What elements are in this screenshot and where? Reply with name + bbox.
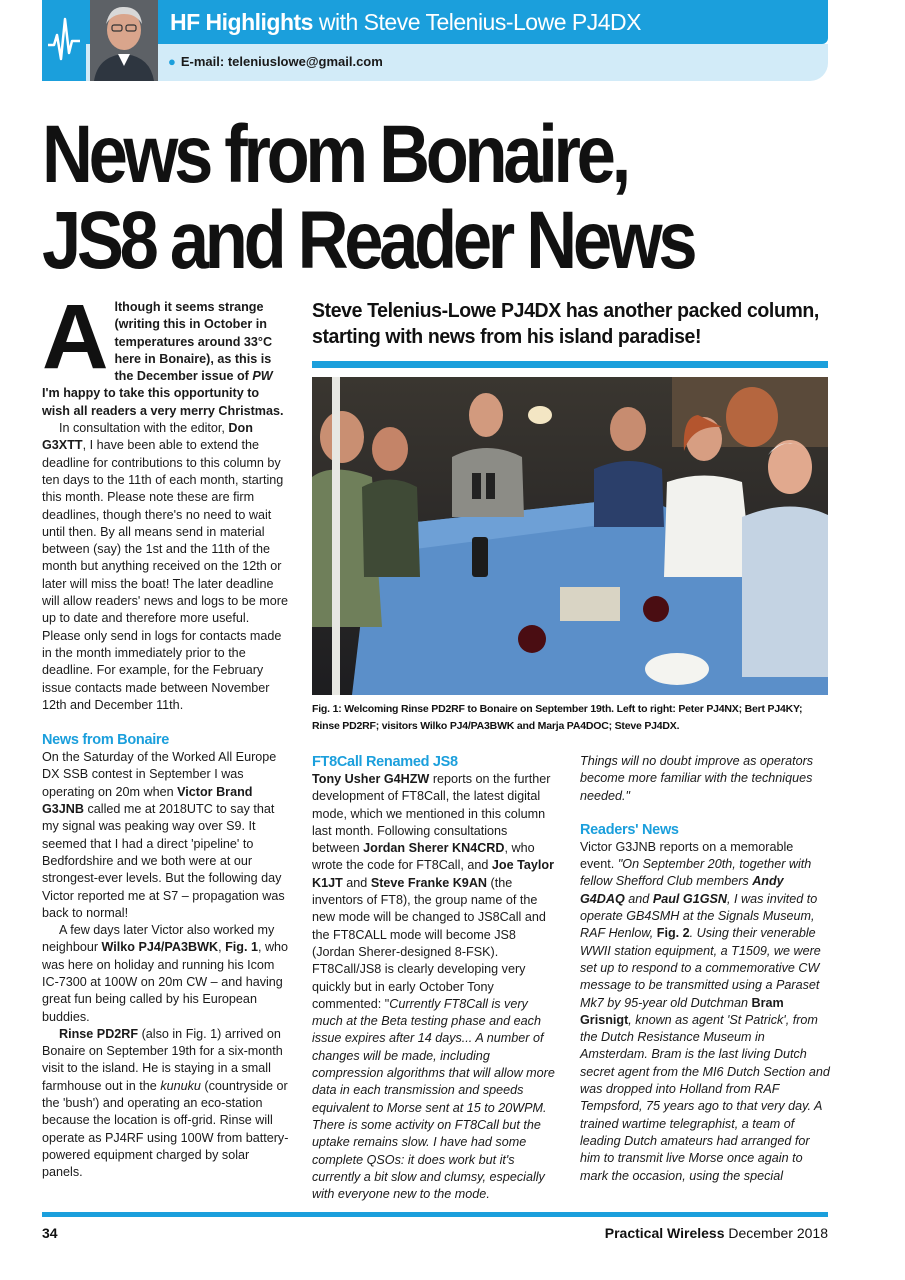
author-email[interactable]: ● E-mail: teleniuslowe@gmail.com xyxy=(168,54,383,69)
paragraph: On the Saturday of the Worked All Europe DX SSB contest in September I was operating on 20m when Victor Brand G3JNB called me at 2018UTC to say that my signal was peaking way over S9. It seemed that I had a direct 'pipeline' to Bedfordshire and we both were at our strongest-ever levels. But the following day Victor reported me at S7 – propagation was back to normal! xyxy=(42,750,285,920)
column-author: with Steve Telenius-Lowe PJ4DX xyxy=(318,9,641,35)
standfirst: Steve Telenius-Lowe PJ4DX has another packed column, starting with news from his island paradise! xyxy=(312,299,819,348)
subheading-bonaire: News from Bonaire xyxy=(42,732,170,749)
headline-line1: News from Bonaire, xyxy=(42,109,627,200)
issue-date: December 2018 xyxy=(728,1225,828,1241)
fig1-photo xyxy=(312,377,828,695)
column-name: HF Highlights xyxy=(170,9,313,35)
author-photo xyxy=(90,0,158,81)
magazine-footer xyxy=(605,1225,828,1241)
page-title xyxy=(42,109,730,286)
fig1-caption: Fig. 1: Welcoming Rinse PD2RF to Bonaire on September 19th. Left to right: Peter PJ4NX; Bert PJ4KY; Rinse PD2RF; visitors Wilko PJ4/PA3BWK and Marja PA4DOC; Steve PJ4DX. xyxy=(312,703,803,732)
paragraph: Victor G3JNB reports on a memorable event. "On September 20th, together with fellow Shefford Club members Andy G4DAQ and Paul G1GSN, I was invited to operate GB4SMH at the Signals Museum, RAF Henlow, Fig. 2. Using their venerable WWII station equipment, a T1509, we were set up to respond to a commemorative CW message to be transmitted using a Paraset Mk7 by 95-year old Dutchman Bram Grisnigt, known as agent 'St Patrick', from the Dutch Resistance Museum in Amsterdam. Bram is the last living Dutch secret agent from the MI6 Dutch Section and was dropped into Holland from RAF Tempsford, 75 years ago to that very day. A trained wartime telegraphist, a team of leading Dutch amateurs had arranged for him to transmit live Morse once again to mark the occasion, using the special xyxy=(580,839,830,1183)
divider xyxy=(312,361,828,368)
subheading-js8: FT8Call Renamed JS8 xyxy=(312,754,458,770)
column-title xyxy=(170,9,641,36)
intro-paragraph: Although it seems strange (writing this in October in temperatures around 33°C here in Bonaire), as this is the December issue of PW I'm happy to take this opportunity to wish all readers a very merry Christmas. xyxy=(42,286,284,418)
header-email-band xyxy=(42,44,828,81)
column-1 xyxy=(42,286,290,1182)
paragraph: Tony Usher G4HZW reports on the further development of FT8Call, the latest digital mode, which we mentioned in this column last month. Following consultations between Jordan Sherer KN4CRD, who wrote the code for FT8Call, and Joe Taylor K1JT and Steve Franke K9AN (the inventors of FT8), the group name of the new mode will be changed to JS8Call and the FT8CALL mode will become JS8 (Jordan Sherer-designed 8-FSK). FT8Call/JS8 is clearly developing very quickly but in early October Tony commented: "Currently FT8Call is very much at the Beta testing phase and each issue expires after 14 days... A number of changes will be made, including compression algorithms that will allow more data in each transmission and speeds equivalent to Morse sent at 15 to 20WPM. There is some activity on FT8Call but the uptake remains slow. I have had some complete QSOs: it does work but it's currently a bit slow and clumsy, especially with everyone new to the mode. xyxy=(312,772,555,1202)
paragraph: Rinse PD2RF (also in Fig. 1) arrived on Bonaire on September 19th for a six-month visit to the island. He is staying in a small farmhouse out in the kunuku (countryside or the 'bush') and operating an eco-station because the location is off-grid. Rinse will operate as PJ4RF using 100W from battery-powered equipment charged by solar panels. xyxy=(42,1026,289,1180)
radio-wave-icon xyxy=(42,0,86,81)
subheading-readers: Readers' News xyxy=(580,821,679,838)
bullet-icon: ● xyxy=(168,54,176,69)
dropcap: A xyxy=(42,286,109,388)
paragraph: A few days later Victor also worked my neighbour Wilko PJ4/PA3BWK, Fig. 1, who was here on holiday and running his Icom IC-7300 at 100W on 20m CW – and having great fun being called by his European buddies. xyxy=(42,923,289,1024)
paragraph: In consultation with the editor, Don G3XTT, I have been able to extend the deadline for contributions to this column by ten days to the 11th of each month, starting this month. Please note these are firm deadlines, though there's no need to wait until then. By all means send in material between (say) the 1st and the 11th of the month but anything received on the 12th or later will miss the boat! The later deadline will allow readers' news and logs to be more up to date and therefore more useful. Please only send in logs for contacts made in the month immediately prior to the deadline. For example, for the February issue contacts made between November 12th and December 11th. xyxy=(42,421,289,712)
column-3 xyxy=(580,753,830,1185)
column-2 xyxy=(312,753,557,1203)
magazine-name: Practical Wireless xyxy=(604,1225,725,1241)
paragraph: Things will no doubt improve as operators become more familiar with the techniques needed." xyxy=(580,754,814,803)
page-number: 34 xyxy=(42,1225,58,1241)
footer-rule xyxy=(42,1212,828,1217)
headline-line2: JS8 and Reader News xyxy=(42,195,694,286)
